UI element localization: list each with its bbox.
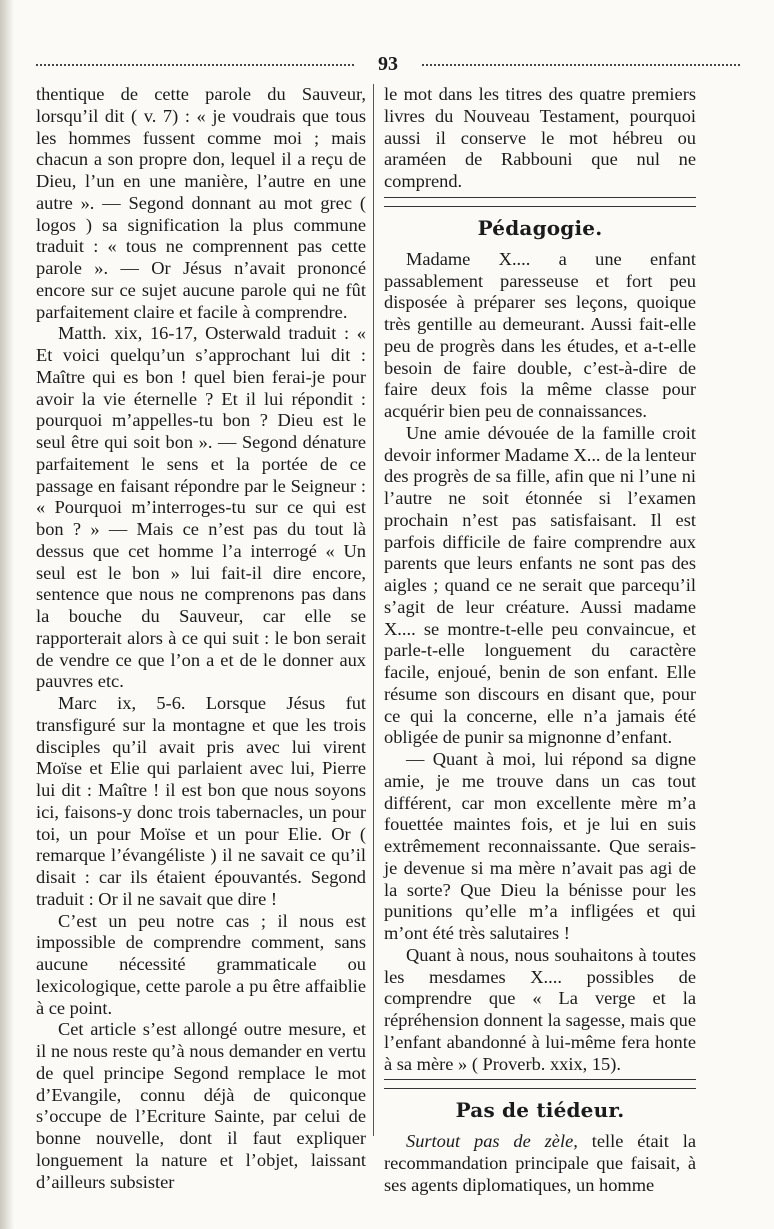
paragraph: Une amie dévouée de la famille croit devoir informer Madame X... de la lenteur des progrès de sa fille, afin que ni l’une ni l’autre ne soit étonnée si l’examen prochain n’est pas satisfaisant. Il est parfois difficile de faire comprendre aux parents que leurs enfants ne sont pas des aigles ; quand ce ne serait que parcequ’il s’agit de leur créature. Aussi madame X.... se montre-t-elle peu convaincue, et parle-t-elle longuement du caractère facile, enjoué, benin de son enfant. Elle résume son discours en disant que, pour ce qui la concerne, elle n’a jamais été obligée de punir sa mignonne d’enfant. (384, 422, 697, 748)
paragraph: Quant à nous, nous souhaitons à toutes les mesdames X.... possibles de comprendre que « La verge et la répréhension donnent la sagesse, mais que l’enfant abandonné à lui-même fera honte à sa mère » ( Proverb. xxix, 15). (384, 944, 696, 1074)
paragraph-text: telle était la recommandation principale que faisait, à ses agents diplomatiques, un homme (384, 1131, 697, 1195)
paragraph: Matth. xix, 16-17, Osterwald traduit : « Et voici quelqu’un s’approchant lui dit : Maître qui es bon ! quel bien ferai-je pour avoir la vie éternelle ? Et il lui répondit : pourquoi m’appelles-tu bon ? Dieu est le seul être qui soit bon ». — Segond dénature parfaitement le sens et la portée de ce passage en faisant répondre par le Seigneur : « Pourquoi m’interroges-tu sur ce qui est bon ? » — Mais ce n’est pas du tout là dessus que cet homme l’a interrogé « Un seul est le bon » lui fait-il dire encore, sentence que nous ne comprenons pas dans la bouche du Sauveur, car elle se rapporterait alors à ce qui suit : le bon serait de vendre ce que l’on a et de le donner aux pauvres etc. (36, 323, 366, 692)
italic-lead: Surtout pas de zèle, (406, 1131, 578, 1152)
paragraph: C’est un peu notre cas ; il nous est impossible de comprendre comment, sans aucune nécessité grammaticale ou lexicologique, cette parole a pu être affaiblie à ce point. (36, 910, 366, 1018)
page-edge-shadow (0, 0, 14, 1229)
paragraph: Marc ix, 5-6. Lorsque Jésus fut transfiguré sur la montagne et que les trois disciples qu’il avait pris avec lui virent Moïse et Elie qui parlaient avec lui, Pierre lui dit : Maître ! il est bon que nous soyons ici, faisons-y donc trois tabernacles, un pour toi, un pour Moïse et un pour Elie. Or ( remarque l’évangéliste ) il ne savait ce qu’il disait : car ils étaient épouvantés. Segond traduit : Or il ne savait que dire ! (36, 693, 366, 909)
section-title-pedagogie: Pédagogie. (477, 215, 603, 240)
section-separator (384, 197, 696, 207)
paragraph: Madame X.... a une enfant passablement paresseuse et fort peu disposée à préparer ses leçons, quoique très gentille au demeurant. Aussi fait-elle peu de progrès dans les études, et a-t-elle besoin de faire double, c’est-à-dire de faire deux fois la même classe pour acquérir bien peu de connaissances. (384, 248, 696, 421)
paragraph (384, 1131, 696, 1196)
paragraph: thentique de cette parole du Sauveur, lorsqu’il dit ( v. 7) : « je voudrais que tous les hommes fussent comme moi ; mais chacun a son propre don, lequel il a reçu de Dieu, l’un en une manière, l’autre en une autre ». — Segond donnant au mot grec ( logos ) sa signification la plus commune traduit : « tous ne comprennent pas cette parole ». — Or Jésus n’avait prononcé encore sur ce sujet aucune parole qui ne fût parfaitement claire et facile à comprendre. (36, 84, 366, 322)
section-title-tiedeur: Pas de tiédeur. (455, 1098, 625, 1123)
section-separator (384, 1079, 696, 1089)
right-column (384, 84, 696, 1197)
page-number: 93 (378, 53, 398, 75)
page-header (36, 52, 740, 78)
paragraph: le mot dans les titres des quatre premiers livres du Nouveau Testament, pourquoi aussi il conserve le mot hébreu ou araméen de Rabbouni que nul ne comprend. (384, 84, 696, 191)
header-rule-right (422, 64, 740, 66)
left-column (36, 84, 366, 1193)
header-rule-left (36, 64, 354, 66)
column-divider (373, 84, 374, 1136)
paragraph: Cet article s’est allongé outre mesure, et il ne nous reste qu’à nous demander en vertu de quel principe Segond remplace le mot d’Evangile, connu déjà de quiconque s’occupe de l’Ecriture Sainte, par celui de bonne nouvelle, dont il faut expliquer longuement la nature et l’objet, laissant d’ailleurs subsister (36, 1019, 366, 1192)
paragraph: — Quant à moi, lui répond sa digne amie, je me trouve dans un cas tout différent, car mon excellente mère m’a fouettée maintes fois, et je lui en suis extrêmement reconnaissante. Que serais-je devenue si ma mère n’avait pas agi de la sorte? Que Dieu la bénisse pour les punitions qu’elle m’a infligées et qui m’ont été très salutaires ! (384, 749, 696, 943)
